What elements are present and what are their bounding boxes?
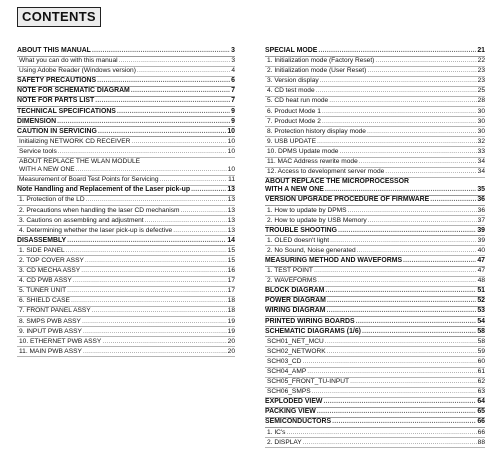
toc-subentry[interactable] (17, 287, 235, 297)
toc-page-number: 58 (477, 327, 485, 335)
toc-page-number: 59 (477, 347, 485, 355)
toc-dot-leader (375, 57, 476, 65)
toc-section-entry[interactable] (265, 398, 485, 408)
toc-entry-title: WITH A NEW ONE (265, 186, 324, 194)
toc-subentry[interactable] (265, 168, 485, 178)
toc-subentry[interactable] (17, 227, 235, 237)
toc-dot-leader (83, 328, 227, 336)
toc-entry-title: 1. IC's (267, 428, 286, 436)
toc-entry-title: 2. Precautions when handling the laser CD mechanism (19, 206, 180, 214)
toc-page-number: 7 (231, 97, 235, 105)
toc-entry-title: 4. CD test mode (267, 87, 315, 95)
toc-section-entry[interactable] (265, 178, 485, 186)
toc-entry-title: WIRING DIAGRAM (265, 307, 326, 315)
toc-subentry[interactable] (17, 257, 235, 267)
toc-subentry[interactable] (265, 368, 485, 378)
toc-section-entry[interactable] (17, 128, 235, 138)
toc-dot-leader (303, 439, 477, 447)
toc-page-number: 35 (477, 186, 485, 194)
toc-subentry[interactable] (265, 87, 485, 97)
toc-dot-leader (82, 318, 227, 326)
toc-entry-title: TECHNICAL SPECIFICATIONS (17, 107, 116, 115)
toc-dot-leader (325, 338, 477, 346)
toc-subentry[interactable] (265, 388, 485, 398)
toc-dot-leader (317, 408, 477, 416)
toc-entry-title: CAUTION IN SERVICING (17, 127, 97, 135)
toc-dot-leader (131, 87, 230, 95)
toc-section-entry[interactable] (265, 47, 485, 57)
toc-subentry[interactable] (265, 207, 485, 217)
toc-page-number: 3 (231, 47, 235, 54)
toc-subentry[interactable] (265, 277, 485, 287)
toc-entry-title: 2. WAVEFORMS (267, 277, 317, 285)
toc-page-number: 40 (477, 246, 485, 254)
toc-subentry[interactable] (265, 429, 485, 439)
toc-dot-leader (325, 287, 476, 295)
toc-dot-leader (367, 128, 477, 136)
toc-page-number: 61 (477, 368, 485, 375)
toc-entry-title: 9. INPUT PWB ASSY (19, 327, 82, 335)
toc-dot-leader (318, 277, 477, 285)
toc-page-number: 34 (477, 158, 485, 166)
toc-dot-leader (137, 67, 230, 75)
toc-section-entry[interactable] (265, 418, 485, 428)
toc-page-number: 47 (477, 256, 485, 264)
toc-entry-title: 2. How to update by USB Memory (267, 216, 367, 224)
toc-page-number: 15 (227, 256, 235, 264)
toc-page-number: 10 (227, 127, 235, 135)
toc-page-number: 16 (227, 267, 235, 275)
toc-subentry[interactable] (17, 57, 235, 67)
toc-subentry[interactable] (265, 338, 485, 348)
toc-entry-title: 7. FRONT PANEL ASSY (19, 307, 91, 315)
toc-dot-leader (85, 257, 227, 265)
toc-dot-leader (403, 257, 476, 265)
toc-entry-title: SCH06_SMPS (267, 388, 311, 396)
toc-dot-leader (86, 196, 227, 204)
toc-page-number: 30 (477, 127, 485, 135)
toc-entry-title: 9. USB UPDATE (267, 137, 316, 145)
toc-dot-leader (327, 348, 477, 356)
toc-entry-title: Initializing NETWORK CD RECEIVER (19, 137, 131, 145)
toc-page-number: 10 (227, 147, 235, 155)
toc-entry-title: Measurement of Board Test Points for Servicing (19, 176, 159, 184)
toc-subentry[interactable] (265, 148, 485, 158)
toc-dot-leader (73, 277, 227, 285)
toc-page-number: 60 (477, 357, 485, 365)
toc-dot-leader (339, 148, 476, 156)
toc-page-number: 88 (477, 438, 485, 446)
toc-subentry[interactable] (265, 97, 485, 107)
toc-entry-title: ABOUT REPLACE THE MICROPROCESSOR (265, 178, 409, 186)
toc-entry-title: 3. CD MECHA ASSY (19, 267, 81, 275)
toc-entry-title: 4. CD PWB ASSY (19, 277, 72, 285)
toc-section-entry[interactable] (265, 307, 485, 317)
toc-page-number: 32 (477, 137, 485, 145)
toc-dot-leader (67, 287, 227, 295)
toc-entry-title: 10. ETHERNET PWB ASSY (19, 337, 102, 345)
toc-entry-title: PRINTED WIRING BOARDS (265, 317, 355, 325)
toc-entry-title: 2. TOP COVER ASSY (19, 256, 84, 264)
toc-page-number: 51 (477, 287, 485, 295)
toc-page-number: 23 (477, 77, 485, 85)
toc-dot-leader (173, 227, 226, 235)
toc-entry-title: SPECIAL MODE (265, 47, 318, 54)
toc-dot-leader (286, 429, 476, 437)
toc-subentry[interactable] (265, 217, 485, 227)
toc-subentry[interactable] (265, 348, 485, 358)
toc-dot-leader (430, 196, 476, 204)
toc-entry-title: BLOCK DIAGRAM (265, 287, 325, 295)
toc-page-number: 19 (227, 327, 235, 335)
toc-dot-leader (330, 237, 477, 245)
toc-dot-leader (357, 247, 477, 255)
toc-dot-leader (67, 237, 226, 245)
toc-dot-leader (71, 297, 227, 305)
toc-subentry[interactable] (265, 237, 485, 247)
toc-dot-leader (92, 47, 230, 55)
toc-entry-title: 2. Initialization mode (User Reset) (267, 67, 367, 75)
toc-entry-title: Note Handling and Replacement of the Laser pick-up (17, 186, 191, 194)
toc-page-number: 9 (231, 107, 235, 115)
toc-entry-title: 5. CD heat run mode (267, 97, 329, 105)
toc-page-number: 53 (477, 307, 485, 315)
toc-page-number: 3 (231, 57, 235, 65)
toc-subentry[interactable] (17, 348, 235, 358)
toc-subentry[interactable] (17, 148, 235, 158)
toc-entry-title: MEASURING METHOD AND WAVEFORMS (265, 256, 403, 264)
toc-page-number: 66 (477, 418, 485, 426)
toc-page-number: 17 (227, 287, 235, 295)
toc-subentry[interactable] (265, 128, 485, 138)
toc-subentry[interactable] (17, 67, 235, 77)
toc-entry-title: EXPLODED VIEW (265, 398, 323, 406)
toc-entry-title: SEMICONDUCTORS (265, 418, 332, 426)
toc-subentry[interactable] (265, 378, 485, 388)
toc-section-entry[interactable] (17, 118, 235, 128)
toc-subentry[interactable] (265, 358, 485, 368)
toc-page-number: 37 (477, 216, 485, 224)
toc-entry-title: 1. SIDE PANEL (19, 246, 65, 254)
toc-subentry[interactable] (265, 118, 485, 128)
toc-page-number: 65 (477, 408, 485, 416)
toc-subentry[interactable] (265, 439, 485, 449)
toc-page-number: 13 (227, 206, 235, 214)
toc-entry-title: NOTE FOR PARTS LIST (17, 97, 95, 105)
toc-dot-leader (314, 267, 477, 275)
toc-entry-title: DIMENSION (17, 117, 57, 125)
toc-subentry[interactable] (17, 196, 235, 206)
toc-page-number: 52 (477, 297, 485, 305)
toc-section-entry[interactable] (265, 297, 485, 307)
toc-section-entry[interactable] (265, 408, 485, 418)
toc-entry-title: SAFETY PRECAUTIONS (17, 77, 97, 85)
toc-dot-leader (368, 217, 477, 225)
toc-subentry[interactable] (17, 247, 235, 257)
toc-entry-title: 10. DPMS Update mode (267, 147, 339, 155)
toc-subentry[interactable] (17, 277, 235, 287)
toc-page-number: 20 (227, 337, 235, 345)
toc-dot-leader (58, 148, 227, 156)
toc-page-number: 66 (477, 428, 485, 436)
toc-dot-leader (97, 77, 230, 85)
toc-subentry[interactable] (17, 166, 235, 176)
toc-page-number: 47 (477, 267, 485, 275)
toc-subentry[interactable] (17, 217, 235, 227)
toc-entry-title: PACKING VIEW (265, 408, 316, 416)
toc-page-number: 64 (477, 398, 485, 406)
toc-subentry[interactable] (265, 57, 485, 67)
toc-page-number: 34 (477, 168, 485, 176)
toc-page-number: 11 (228, 176, 235, 184)
toc-section-entry[interactable] (265, 287, 485, 297)
toc-entry-title: 1. TEST POINT (267, 267, 313, 275)
toc-subentry[interactable] (17, 318, 235, 328)
toc-section-entry[interactable] (17, 47, 235, 57)
toc-section-entry[interactable] (17, 87, 235, 97)
toc-dot-leader (76, 166, 227, 174)
toc-entry-title: 2. No Sound, Noise generated (267, 246, 356, 254)
toc-dot-leader (322, 108, 477, 116)
toc-entry-title: TROUBLE SHOOTING (265, 226, 337, 234)
toc-dot-leader (117, 108, 230, 116)
toc-subentry[interactable] (17, 307, 235, 317)
toc-entry-title: SCH02_NETWORK (267, 347, 326, 355)
toc-page-number: 15 (227, 246, 235, 254)
toc-page-number: 9 (231, 117, 235, 125)
toc-entry-title: ABOUT THIS MANUAL (17, 47, 91, 54)
toc-dot-leader (327, 297, 476, 305)
toc-section-entry[interactable] (265, 227, 485, 237)
toc-dot-leader (307, 368, 476, 376)
toc-subentry[interactable] (17, 176, 235, 186)
toc-dot-leader (302, 358, 476, 366)
toc-page-number: 13 (227, 196, 235, 204)
toc-page-number: 13 (227, 216, 235, 224)
toc-entry-title: Service tools (19, 147, 57, 155)
toc-page-number: 18 (227, 307, 235, 315)
toc-section-entry[interactable] (17, 108, 235, 118)
toc-left-column (17, 47, 235, 358)
toc-entry-title: 1. Protection of the LD (19, 196, 85, 204)
toc-page-number: 36 (477, 206, 485, 214)
toc-dot-leader (329, 97, 476, 105)
toc-page-number: 39 (477, 226, 485, 234)
toc-dot-leader (119, 57, 231, 65)
toc-entry-title: WITH A NEW ONE (19, 166, 75, 174)
toc-subentry[interactable] (265, 138, 485, 148)
toc-page-number: 10 (227, 166, 235, 174)
toc-subentry[interactable] (17, 328, 235, 338)
toc-dot-leader (191, 186, 226, 194)
toc-subentry[interactable] (17, 158, 235, 166)
toc-entry-title: 6. Product Mode 1 (267, 107, 321, 115)
toc-subentry[interactable] (265, 108, 485, 118)
toc-entry-title: POWER DIAGRAM (265, 297, 326, 305)
page-title: CONTENTS (17, 7, 101, 27)
toc-dot-leader (318, 47, 476, 55)
toc-page-number: 13 (227, 226, 235, 234)
toc-dot-leader (367, 67, 476, 75)
toc-page-number: 30 (477, 117, 485, 125)
toc-entry-title: ABOUT REPLACE THE WLAN MODULE (19, 158, 141, 166)
toc-entry-title: NOTE FOR SCHEMATIC DIAGRAM (17, 87, 130, 95)
toc-entry-title: 5. TUNER UNIT (19, 287, 67, 295)
toc-entry-title: 7. Product Mode 2 (267, 117, 321, 125)
toc-dot-leader (385, 168, 476, 176)
toc-entry-title: 2. DISPLAY (267, 438, 302, 446)
toc-entry-title: 6. SHIELD CASE (19, 297, 70, 305)
toc-page-number: 58 (477, 337, 485, 345)
toc-dot-leader (356, 318, 477, 326)
toc-right-column (265, 47, 485, 449)
toc-page-number: 21 (477, 47, 485, 54)
toc-page-number: 22 (477, 57, 485, 65)
toc-page-number: 20 (227, 347, 235, 355)
toc-dot-leader (57, 118, 230, 126)
toc-entry-title: SCH01_NET_MCU (267, 337, 324, 345)
toc-dot-leader (322, 118, 477, 126)
toc-section-entry[interactable] (265, 257, 485, 267)
toc-subentry[interactable] (265, 158, 485, 168)
toc-dot-leader (83, 348, 227, 356)
toc-entry-title: VERSION UPGRADE PROCEDURE OF FIRMWARE (265, 196, 430, 204)
toc-dot-leader (320, 77, 477, 85)
toc-section-entry[interactable] (17, 77, 235, 87)
toc-dot-leader (317, 138, 477, 146)
toc-dot-leader (338, 227, 476, 235)
toc-dot-leader (131, 138, 226, 146)
toc-subentry[interactable] (265, 67, 485, 77)
toc-page-number: 19 (227, 317, 235, 325)
toc-entry-title: 3. Cautions on assembling and adjustment (19, 216, 144, 224)
toc-page-number: 13 (227, 186, 235, 194)
toc-entry-title: SCH03_CD (267, 357, 302, 365)
toc-page-number: 4 (231, 67, 235, 75)
toc-entry-title: 1. OLED doesn't light (267, 236, 330, 244)
toc-page-number: 18 (227, 297, 235, 305)
toc-dot-leader (181, 207, 227, 215)
toc-subentry[interactable] (17, 267, 235, 277)
toc-section-entry[interactable] (265, 196, 485, 206)
toc-page-number: 6 (231, 77, 235, 85)
toc-dot-leader (102, 338, 226, 346)
toc-page-number: 30 (477, 107, 485, 115)
toc-subentry[interactable] (17, 338, 235, 348)
toc-entry-title: 1. Initialization mode (Factory Reset) (267, 57, 375, 65)
toc-subentry[interactable] (265, 77, 485, 87)
toc-dot-leader (95, 97, 230, 105)
toc-subentry[interactable] (265, 267, 485, 277)
toc-entry-title: 1. How to update by DPMS (267, 206, 347, 214)
toc-section-entry[interactable] (17, 237, 235, 247)
toc-dot-leader (362, 328, 476, 336)
toc-page-number: 48 (477, 277, 485, 285)
toc-subentry[interactable] (17, 207, 235, 217)
toc-page-number: 14 (227, 236, 235, 244)
toc-dot-leader (326, 307, 476, 315)
toc-dot-leader (332, 418, 476, 426)
toc-entry-title: SCH04_AMP (267, 368, 307, 375)
toc-page-number: 54 (477, 317, 485, 325)
toc-dot-leader (145, 217, 227, 225)
toc-section-entry[interactable] (265, 328, 485, 338)
toc-page-number: 17 (227, 277, 235, 285)
toc-entry-title: Using Adobe Reader (Windows version) (19, 67, 136, 75)
toc-dot-leader (92, 307, 227, 315)
toc-entry-title: 8. Protection history display mode (267, 127, 366, 135)
toc-dot-leader (323, 398, 476, 406)
toc-dot-leader (348, 207, 477, 215)
toc-page-number: 39 (477, 236, 485, 244)
toc-dot-leader (312, 388, 477, 396)
toc-page-number: 36 (477, 196, 485, 204)
toc-entry-title: What you can do with this manual (19, 57, 118, 65)
toc-dot-leader (66, 247, 227, 255)
toc-page-number: 33 (477, 147, 485, 155)
toc-entry-title: DISASSEMBLY (17, 236, 67, 244)
toc-subentry[interactable] (17, 138, 235, 148)
toc-dot-leader (316, 87, 477, 95)
toc-dot-leader (81, 267, 226, 275)
toc-entry-title: 3. Version display (267, 77, 319, 85)
toc-page-number: 23 (477, 67, 485, 75)
toc-page-number: 25 (477, 87, 485, 95)
toc-dot-leader (359, 158, 477, 166)
toc-page-number: 10 (227, 137, 235, 145)
toc-section-entry[interactable] (17, 97, 235, 107)
toc-page-number: 7 (231, 87, 235, 95)
toc-entry-title: 12. Access to development server mode (267, 168, 385, 176)
toc-dot-leader (160, 176, 228, 184)
toc-entry-title: 11. MAIN PWB ASSY (19, 347, 82, 355)
toc-entry-title: 11. MAC Address rewrite mode (267, 158, 358, 166)
toc-page-number: 28 (477, 97, 485, 105)
toc-section-entry[interactable] (265, 318, 485, 328)
toc-page-number: 62 (477, 378, 485, 386)
toc-entry-title: 4. Determining whether the laser pick-up is defective (19, 226, 173, 234)
toc-dot-leader (350, 378, 477, 386)
toc-section-entry[interactable] (17, 186, 235, 196)
toc-subentry[interactable] (17, 297, 235, 307)
toc-entry-title: SCHEMATIC DIAGRAMS (1/6) (265, 327, 361, 335)
toc-entry-title: SCH05_FRONT_TU-INPUT (267, 378, 350, 386)
toc-subentry[interactable] (265, 247, 485, 257)
toc-dot-leader (98, 128, 226, 136)
toc-page-number: 63 (477, 388, 485, 396)
toc-section-entry[interactable] (265, 186, 485, 196)
toc-entry-title: 8. SMPS PWB ASSY (19, 317, 81, 325)
toc-dot-leader (325, 186, 477, 194)
